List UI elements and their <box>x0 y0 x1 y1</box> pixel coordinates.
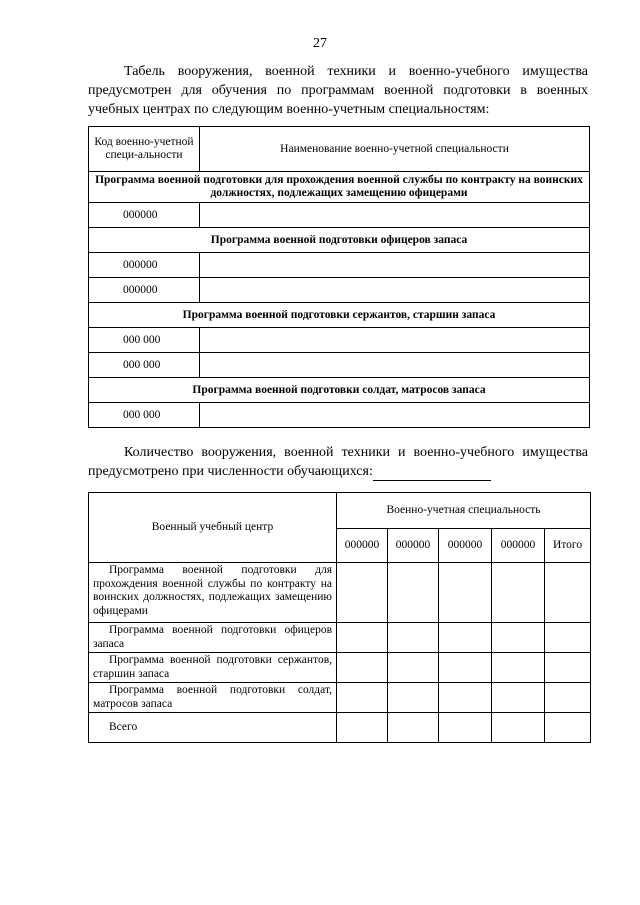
group-header: Военно-учетная специальность <box>337 493 591 529</box>
quantity-table <box>88 492 591 743</box>
col-name-header: Наименование военно-учетной специальности <box>200 127 590 172</box>
column-header: 000000 <box>388 529 439 563</box>
program-row-label: Программа военной подготовки сержантов, старшин запаса <box>89 653 337 683</box>
specialty-code: 000000 <box>89 278 200 303</box>
specialty-code: 000000 <box>89 253 200 278</box>
specialty-name-cell <box>200 328 590 353</box>
column-header: 000000 <box>439 529 492 563</box>
corner-header: Военный учебный центр <box>89 493 337 563</box>
section-title: Программа военной подготовки солдат, матросов запаса <box>89 378 590 403</box>
page-number: 27 <box>313 36 327 51</box>
total-row-label: Всего <box>89 713 337 743</box>
quantity-paragraph <box>88 443 588 481</box>
section-title: Программа военной подготовки офицеров запаса <box>89 228 590 253</box>
col-code-header: Код военно-учетной специ-альности <box>89 127 200 172</box>
program-row-label: Программа военной подготовки для прохождения военной службы по контракту на воинских должностях, подлежащих замещению офицерами <box>89 563 337 623</box>
specialties-table <box>88 126 590 428</box>
intro-paragraph: Табель вооружения, военной техники и военно-учебного имущества предусмотрен для обучения по программам военной подготовки в военных учебных центрах по следующим военно-учетным специальностям: <box>88 64 588 117</box>
section-title: Программа военной подготовки сержантов, старшин запаса <box>89 303 590 328</box>
column-header: Итого <box>545 529 591 563</box>
column-header: 000000 <box>337 529 388 563</box>
blank-line <box>373 466 491 481</box>
column-header: 000000 <box>492 529 545 563</box>
specialty-name-cell <box>200 403 590 428</box>
specialty-name-cell <box>200 278 590 303</box>
specialty-code: 000 000 <box>89 353 200 378</box>
specialty-code: 000000 <box>89 203 200 228</box>
quantity-text: Количество вооружения, военной техники и военно-учебного имущества предусмотрено при численности обучающихся: <box>88 445 588 479</box>
program-row-label: Программа военной подготовки солдат, матросов запаса <box>89 683 337 713</box>
specialty-code: 000 000 <box>89 403 200 428</box>
specialty-name-cell <box>200 353 590 378</box>
specialty-name-cell <box>200 203 590 228</box>
program-row-label: Программа военной подготовки офицеров запаса <box>89 623 337 653</box>
specialty-code: 000 000 <box>89 328 200 353</box>
specialty-name-cell <box>200 253 590 278</box>
section-title: Программа военной подготовки для прохождения военной службы по контракту на воинских должностях, подлежащих замещению офицерами <box>89 172 590 203</box>
